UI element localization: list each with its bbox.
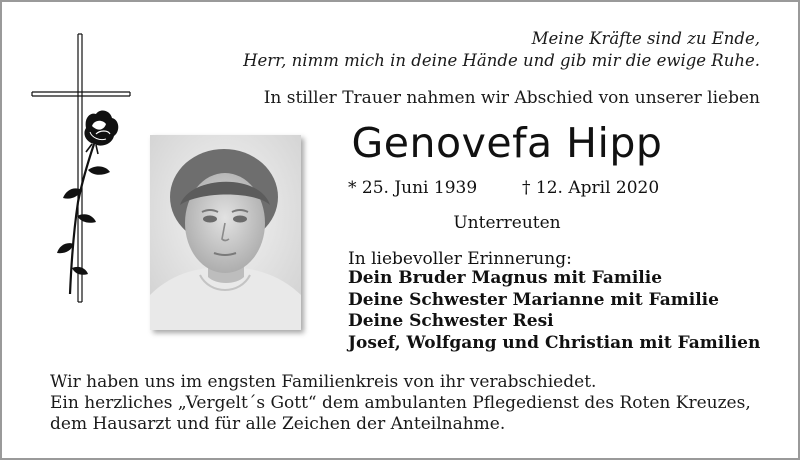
- death-date: † 12. April 2020: [522, 178, 660, 198]
- cross-with-rose-icon: [30, 32, 140, 307]
- portrait-image: [150, 135, 301, 330]
- hometown: Unterreuten: [453, 213, 561, 233]
- mourner-entry: Deine Schwester Marianne mit Familie: [348, 289, 719, 310]
- mourner-entry: Josef, Wolfgang und Christian mit Familien: [348, 332, 761, 353]
- motto-line-2: Herr, nimm mich in deine Hände und gib mir die ewige Ruhe.: [243, 51, 760, 70]
- motto-line-1: Meine Kräfte sind zu Ende,: [531, 29, 760, 48]
- mourners-list: [348, 268, 760, 354]
- intro-text: In stiller Trauer nahmen wir Abschied von unserer lieben: [263, 88, 760, 108]
- closing-line-2: Ein herzliches „Vergelt´s Gott“ dem ambulanten Pflegedienst des Roten Kreuzes,: [50, 393, 751, 413]
- mourner-entry: Deine Schwester Resi: [348, 311, 554, 331]
- closing-line-1: Wir haben uns im engsten Familienkreis von ihr verabschiedet.: [50, 372, 597, 392]
- motto-verse: [152, 28, 760, 72]
- portrait-photo: [150, 135, 301, 330]
- deceased-name: Genovefa Hipp: [351, 119, 663, 167]
- mourner-entry: Dein Bruder Magnus mit Familie: [348, 268, 663, 288]
- birth-date: * 25. Juni 1939: [348, 178, 478, 198]
- closing-line-3: dem Hausarzt und für alle Zeichen der Anteilnahme.: [50, 414, 506, 434]
- closing-text: [50, 372, 770, 435]
- memory-label: In liebevoller Erinnerung:: [348, 249, 572, 269]
